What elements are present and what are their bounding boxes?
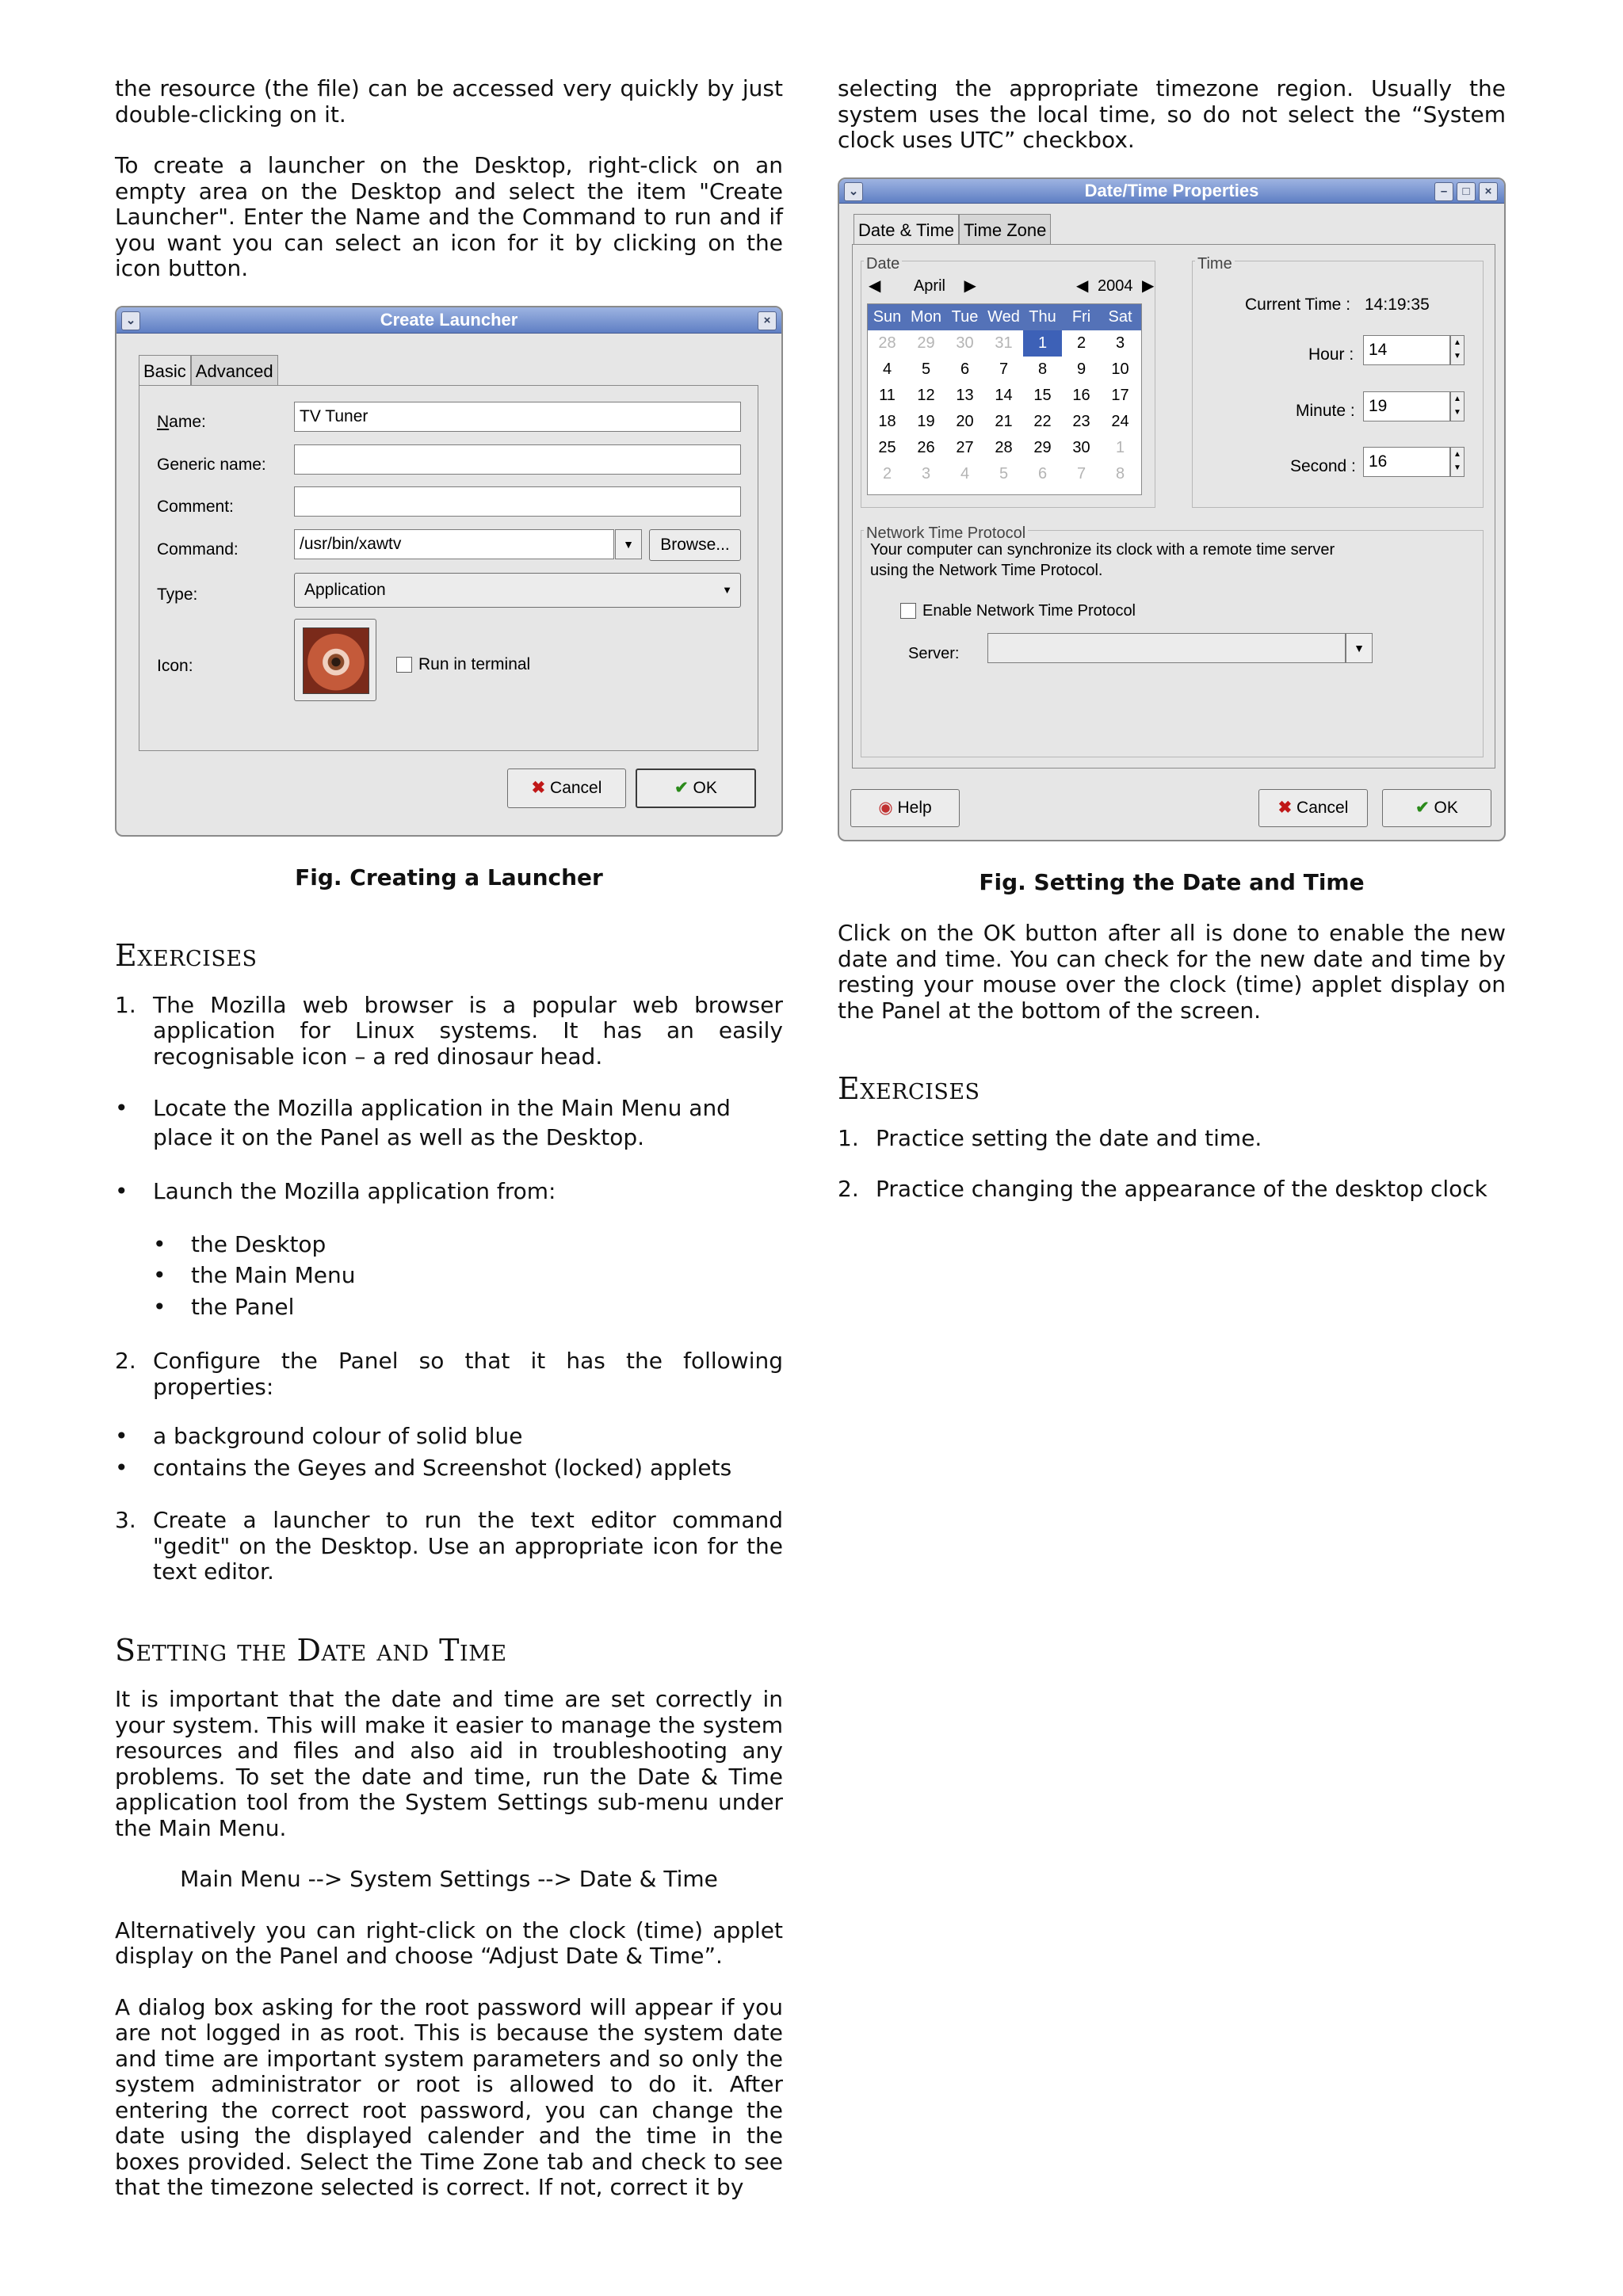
window-menu-icon[interactable]: ⌄ <box>121 311 140 330</box>
calendar-day[interactable]: 16 <box>1072 386 1090 404</box>
bullet-item <box>115 1424 783 1450</box>
calendar-day[interactable]: 4 <box>882 360 892 378</box>
calendar-day[interactable]: 29 <box>1033 438 1052 456</box>
tab-basic[interactable]: Basic <box>139 355 191 388</box>
close-icon[interactable]: × <box>758 311 777 330</box>
enable-ntp-checkbox[interactable] <box>900 598 1136 624</box>
paragraph: To create a launcher on the Desktop, right-click on an empty area on the Desktop and select the item "Create Launcher". Enter the Name and the Command to run and if you want you can select an icon for it by clicking on the icon button. <box>115 152 783 281</box>
bullet-text: contains the Geyes and Screenshot (locked) applets <box>153 1454 732 1481</box>
exercise-number: 1. <box>838 1124 859 1151</box>
sub-bullet-item <box>153 1295 783 1321</box>
name-label-text: ame: <box>169 412 206 431</box>
bullet-icon: • <box>153 1293 166 1320</box>
cancel-button[interactable] <box>507 769 626 808</box>
calendar-day[interactable]: 8 <box>1037 360 1048 378</box>
sub-bullet-text: the Desktop <box>191 1230 327 1257</box>
bullet-icon: • <box>115 1423 128 1449</box>
bullet-icon: • <box>115 1095 128 1121</box>
month-selector[interactable] <box>869 273 976 299</box>
tab-date-time[interactable]: Date & Time <box>854 214 959 247</box>
calendar-week <box>868 357 1141 383</box>
ok-button[interactable] <box>1382 789 1491 827</box>
weekday-label: Sat <box>1108 307 1132 326</box>
figure-caption: Fig. Creating a Launcher <box>295 864 603 891</box>
tab-time-zone[interactable]: Time Zone <box>959 214 1051 247</box>
ntp-description-line: Your computer can synchronize its clock with a remote time server <box>870 540 1335 559</box>
bullet-text: Launch the Mozilla application from: <box>153 1178 556 1204</box>
exercise-number: 1. <box>115 991 136 1018</box>
sub-bullet-item <box>153 1232 783 1258</box>
name-input[interactable]: TV Tuner <box>294 402 741 432</box>
exercise-item <box>115 993 783 1070</box>
bullet-text: a background colour of solid blue <box>153 1423 523 1449</box>
ok-label: OK <box>1434 798 1458 817</box>
bullet-icon: • <box>115 1178 128 1204</box>
year-selector[interactable] <box>1076 273 1154 299</box>
exercise-item <box>115 1508 783 1585</box>
dialog-title: Create Launcher <box>380 309 518 330</box>
exercise-text: Practice setting the date and time. <box>876 1124 1262 1151</box>
exercise-text: Create a launcher to run the text editor command "gedit" on the Desktop. Use an appropriate icon for the text editor. <box>153 1507 783 1585</box>
paragraph: It is important that the date and time are set correctly in your system. This will make it easier to manage the system resources and files and also aid in troubleshooting any problems. To set the date and time, run the Date & Time application tool from the System Settings sub-menu under the Main Menu. <box>115 1686 783 1841</box>
year-value: 2004 <box>1097 277 1133 295</box>
calendar-day[interactable]: 12 <box>917 386 935 404</box>
command-label: Command: <box>157 540 239 559</box>
tab-panel <box>139 385 758 751</box>
date-group-label: Date <box>864 251 902 277</box>
calendar-day[interactable]: 11 <box>879 386 896 404</box>
create-launcher-dialog <box>115 306 783 837</box>
ok-button[interactable] <box>636 769 756 808</box>
close-icon[interactable]: × <box>1479 182 1498 201</box>
cancel-label: Cancel <box>550 778 602 797</box>
menu-path: Main Menu --> System Settings --> Date & Time <box>180 1866 718 1892</box>
name-label: Name: <box>157 412 206 431</box>
calendar-day[interactable]: 17 <box>1111 386 1129 404</box>
exercise-item <box>838 1126 1506 1152</box>
second-input[interactable]: 16 <box>1363 447 1450 477</box>
exercise-number: 2. <box>115 1348 136 1374</box>
weekday-label: Thu <box>1029 307 1056 326</box>
window-menu-icon[interactable]: ⌄ <box>844 182 863 201</box>
current-time-value: 14:19:35 <box>1365 295 1430 314</box>
hour-spinner[interactable]: ▲ ▼ <box>1450 335 1465 365</box>
calendar-week <box>868 383 1141 409</box>
calendar-day[interactable]: 2 <box>882 464 892 482</box>
server-input[interactable] <box>987 633 1346 663</box>
enable-ntp-label: Enable Network Time Protocol <box>922 601 1136 620</box>
dialog-titlebar <box>116 307 781 334</box>
help-label: Help <box>897 798 932 817</box>
current-time-label: Current Time : <box>1245 295 1351 314</box>
calendar-day[interactable]: 1 <box>1023 330 1062 357</box>
prev-year-icon[interactable]: ◀ <box>1076 277 1089 295</box>
exercise-text: Configure the Panel so that it has the following properties: <box>153 1348 783 1400</box>
type-label: Type: <box>157 585 198 604</box>
bullet-text: Locate the Mozilla application in the Main Menu and place it on the Panel as well as the Desktop. <box>153 1095 731 1150</box>
prev-month-icon[interactable]: ◀ <box>869 277 881 295</box>
calendar-day[interactable]: 3 <box>1115 334 1125 352</box>
exercise-number: 3. <box>115 1507 136 1533</box>
calendar-week <box>868 435 1141 461</box>
help-button[interactable] <box>850 789 960 827</box>
calendar-day[interactable]: 2 <box>1076 334 1086 352</box>
month-value: April <box>913 277 945 295</box>
sub-bullet-item <box>153 1263 783 1289</box>
calendar-day[interactable]: 30 <box>956 334 974 352</box>
calendar-body <box>868 330 1141 487</box>
calendar-day[interactable]: 30 <box>1072 438 1090 456</box>
run-in-terminal-checkbox[interactable] <box>396 652 530 678</box>
calendar-day[interactable]: 15 <box>1033 386 1052 404</box>
exercises-heading: Exercises <box>115 938 258 973</box>
hour-label: Hour : <box>1308 345 1354 364</box>
right-column <box>838 76 1506 1226</box>
weekday-label: Sun <box>873 307 902 326</box>
cancel-icon: ✖ <box>531 778 546 797</box>
calendar-day[interactable]: 4 <box>960 464 970 482</box>
chevron-down-icon: ▼ <box>722 583 732 596</box>
dialog-title: Date/Time Properties <box>1084 180 1259 200</box>
run-in-terminal-label: Run in terminal <box>418 654 531 673</box>
time-group-label: Time <box>1195 251 1235 277</box>
checkbox-icon <box>900 603 916 619</box>
sub-bullet-text: the Panel <box>191 1293 295 1320</box>
command-dropdown-icon[interactable]: ▼ <box>615 529 642 559</box>
calendar-day[interactable]: 22 <box>1033 412 1052 430</box>
type-select-value: Application <box>304 580 386 599</box>
next-year-icon[interactable]: ▶ <box>1142 277 1155 295</box>
exercise-text: Practice changing the appearance of the desktop clock <box>876 1176 1487 1202</box>
sub-bullet-text: the Main Menu <box>191 1262 356 1288</box>
calendar-day[interactable]: 24 <box>1111 412 1129 430</box>
calendar-day[interactable]: 23 <box>1072 412 1090 430</box>
calendar-day[interactable]: 31 <box>995 334 1013 352</box>
section-heading: Setting the Date and Time <box>115 1632 507 1668</box>
exercise-number: 2. <box>838 1176 859 1202</box>
bullet-icon: • <box>153 1230 166 1257</box>
calendar-day[interactable]: 7 <box>1076 464 1086 482</box>
ok-check-icon: ✔ <box>674 778 689 797</box>
comment-label: Comment: <box>157 497 234 516</box>
bullet-item <box>115 1093 783 1152</box>
paragraph: Alternatively you can right-click on the clock (time) applet display on the Panel and choose “Adjust Date & Time”. <box>115 1917 783 1969</box>
bullet-item <box>115 1455 783 1482</box>
second-spinner[interactable]: ▲ ▼ <box>1450 447 1465 477</box>
type-select[interactable] <box>294 573 741 608</box>
minute-label: Minute : <box>1296 401 1355 420</box>
datetime-dialog <box>838 177 1506 841</box>
calendar-day[interactable]: 27 <box>956 438 974 456</box>
exercise-item <box>115 1348 783 1400</box>
ok-label: OK <box>693 778 717 797</box>
weekday-label: Mon <box>911 307 941 326</box>
exercises-heading: Exercises <box>838 1071 980 1106</box>
calendar-day[interactable]: 10 <box>1111 360 1129 378</box>
calendar-day[interactable]: 1 <box>1115 438 1125 456</box>
calendar-day[interactable]: 26 <box>917 438 935 456</box>
dialog-titlebar <box>839 179 1504 204</box>
calendar-day[interactable]: 8 <box>1115 464 1125 482</box>
icon-label: Icon: <box>157 656 193 675</box>
weekday-label: Fri <box>1071 307 1091 326</box>
calendar-day[interactable]: 29 <box>917 334 935 352</box>
calendar-day[interactable]: 13 <box>956 386 974 404</box>
calendar-day[interactable]: 28 <box>878 334 896 352</box>
checkbox-icon <box>396 657 412 673</box>
cancel-label: Cancel <box>1296 798 1349 817</box>
maximize-icon[interactable]: □ <box>1457 182 1476 201</box>
minimize-icon[interactable]: – <box>1434 182 1453 201</box>
hour-input[interactable]: 14 <box>1363 335 1450 365</box>
calendar-day[interactable]: 21 <box>995 412 1013 430</box>
ntp-group-label: Network Time Protocol <box>864 521 1028 547</box>
calendar-week <box>868 409 1141 435</box>
cancel-button[interactable] <box>1258 789 1368 827</box>
paragraph: selecting the appropriate timezone region. Usually the system uses the local time, so do not select the “System clock uses UTC” checkbox. <box>838 75 1506 153</box>
calendar-day[interactable]: 25 <box>878 438 896 456</box>
icon-button[interactable] <box>294 619 376 701</box>
command-input[interactable]: /usr/bin/xawtv <box>294 529 614 559</box>
calendar-day[interactable]: 18 <box>878 412 896 430</box>
exercise-item <box>838 1177 1506 1203</box>
tab-panel <box>852 244 1495 769</box>
paragraph: Click on the OK button after all is done to enable the new date and time. You can check for the new date and time by resting your mouse over the clock (time) applet display on the Panel at the bottom of the screen. <box>838 920 1506 1024</box>
paragraph: the resource (the file) can be accessed very quickly by just double-clicking on it. <box>115 75 783 128</box>
browse-button[interactable]: Browse... <box>649 529 741 561</box>
calendar-day[interactable]: 19 <box>917 412 935 430</box>
weekday-label: Wed <box>987 307 1020 326</box>
calendar-day[interactable]: 20 <box>956 412 974 430</box>
cancel-icon: ✖ <box>1277 798 1293 817</box>
ok-check-icon: ✔ <box>1415 798 1430 817</box>
calendar-day[interactable]: 6 <box>1037 464 1048 482</box>
calendar-day[interactable]: 9 <box>1076 360 1086 378</box>
left-column <box>115 76 783 2226</box>
generic-name-label: Generic name: <box>157 455 266 474</box>
calendar[interactable] <box>867 303 1142 495</box>
bullet-icon: • <box>115 1454 128 1481</box>
calendar-day[interactable]: 5 <box>921 360 931 378</box>
paragraph: A dialog box asking for the root password will appear if you are not logged in as root. This is because the system date and time are important system parameters and so only the system administrator or root is allowed to do it. After entering the correct root password, you can change the date using the displayed calender and the time in the boxes provided. Select the Time Zone tab and check to see that the timezone selected is correct. If not, correct it by <box>115 1993 783 2200</box>
ntp-description <box>870 540 1335 581</box>
minute-spinner[interactable]: ▲ ▼ <box>1450 391 1465 421</box>
next-month-icon[interactable]: ▶ <box>964 277 976 295</box>
help-icon: ◉ <box>878 798 893 817</box>
generic-name-input[interactable] <box>294 444 741 475</box>
weekday-label: Tue <box>951 307 979 326</box>
bullet-item <box>115 1179 783 1205</box>
eye-icon <box>303 627 369 694</box>
exercise-text: The Mozilla web browser is a popular web browser application for Linux systems. It has an easily recognisable icon – a red dinosaur head. <box>153 991 783 1070</box>
tab-advanced[interactable]: Advanced <box>191 355 278 388</box>
ntp-description-line: using the Network Time Protocol. <box>870 561 1103 579</box>
calendar-day[interactable]: 6 <box>960 360 970 378</box>
weekday-header <box>868 304 1141 330</box>
comment-input[interactable] <box>294 486 741 517</box>
second-label: Second : <box>1290 456 1356 475</box>
calendar-week <box>868 330 1141 357</box>
calendar-day[interactable]: 5 <box>999 464 1009 482</box>
calendar-day[interactable]: 3 <box>921 464 931 482</box>
calendar-day[interactable]: 14 <box>995 386 1013 404</box>
figure-caption: Fig. Setting the Date and Time <box>979 868 1365 895</box>
calendar-day[interactable]: 7 <box>999 360 1009 378</box>
server-label: Server: <box>908 644 960 662</box>
bullet-icon: • <box>153 1262 166 1288</box>
minute-input[interactable]: 19 <box>1363 391 1450 421</box>
server-dropdown-icon[interactable]: ▼ <box>1346 633 1373 663</box>
calendar-week <box>868 461 1141 487</box>
calendar-day[interactable]: 28 <box>995 438 1013 456</box>
